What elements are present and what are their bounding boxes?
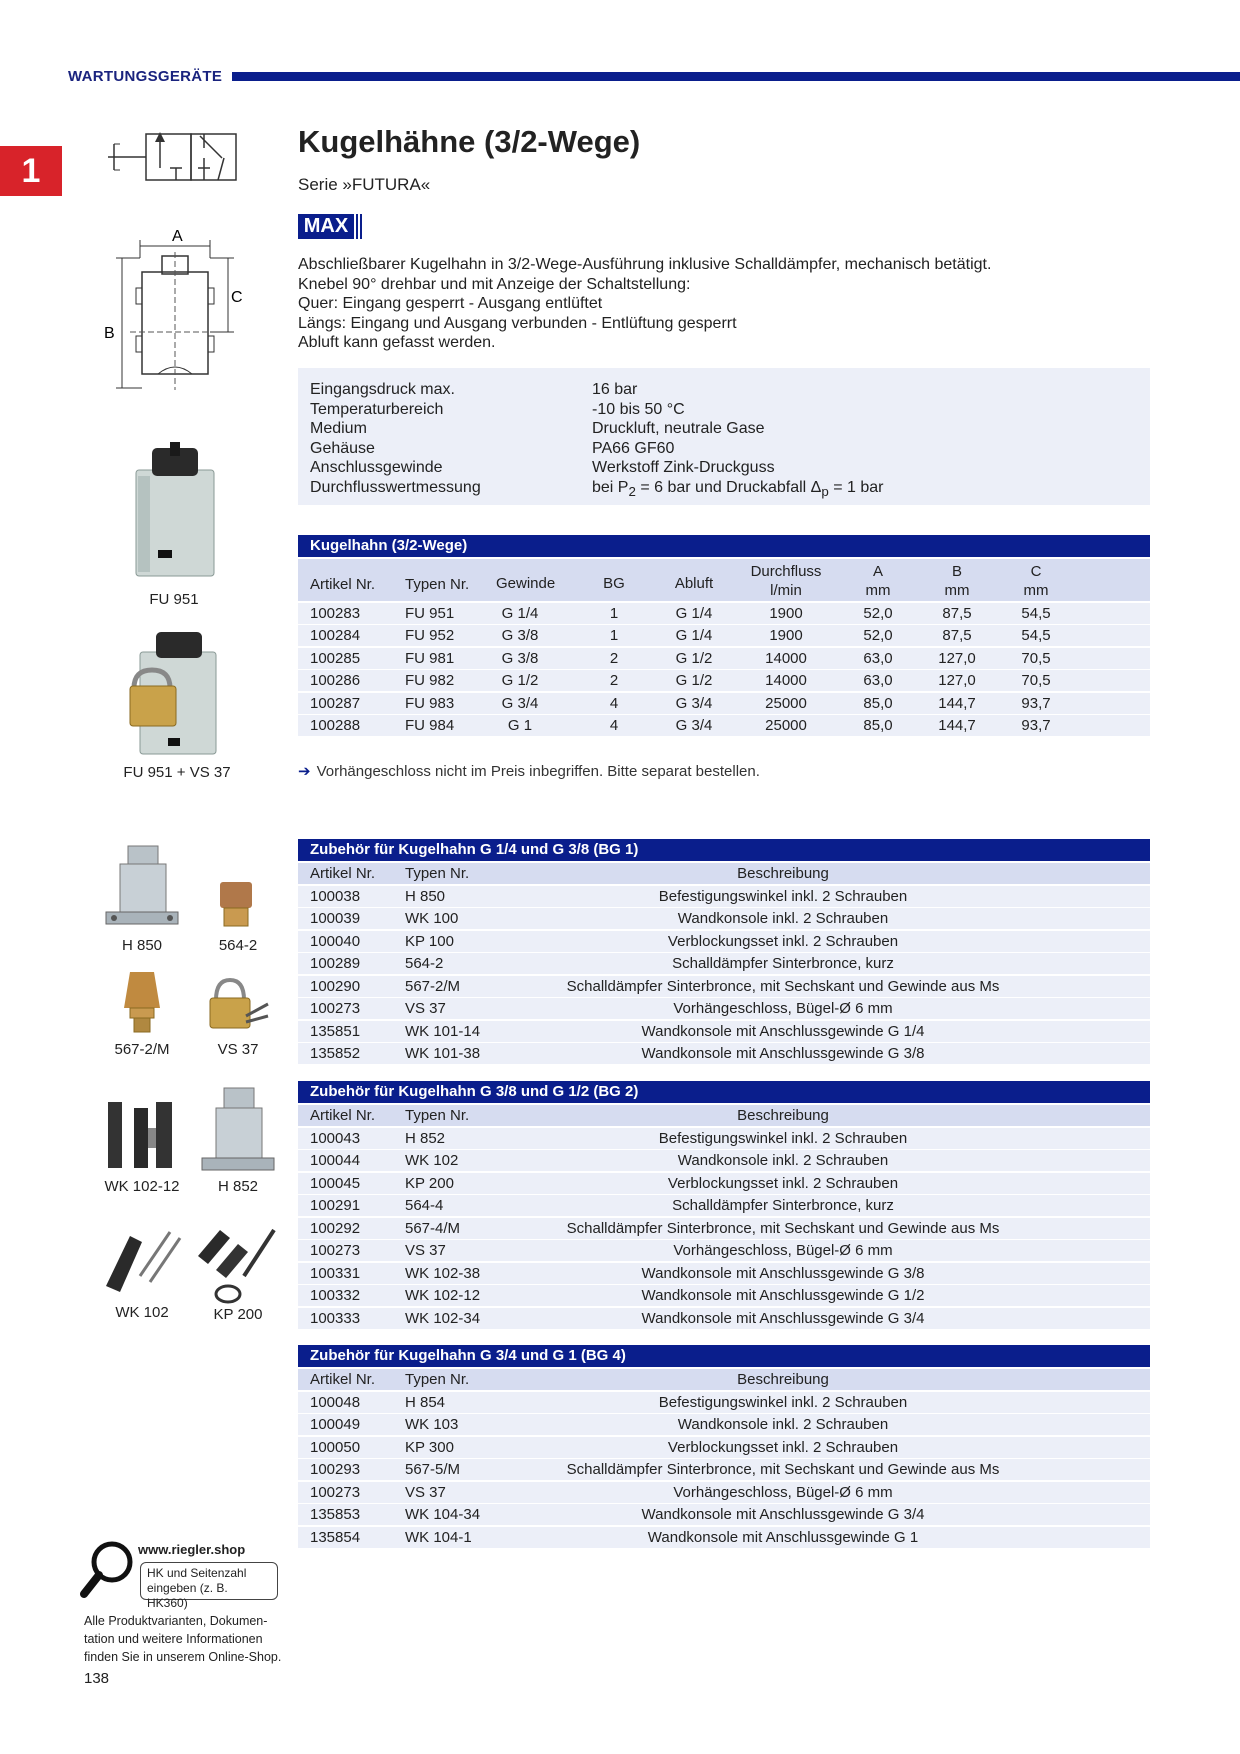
desc-line: Abluft kann gefasst werden. xyxy=(298,334,496,351)
table-row xyxy=(298,1308,1150,1329)
table-row xyxy=(298,953,1150,974)
header-bar xyxy=(232,72,1240,81)
dim-label-c: C xyxy=(231,289,243,306)
table-cell: 100333 xyxy=(310,1309,361,1327)
table-cell: 52,0 xyxy=(863,627,893,645)
table-cell: 54,5 xyxy=(1021,605,1051,622)
table-cell: Schalldämpfer Sinterbronce, mit Sechskant und Gewinde aus Ms xyxy=(566,977,1000,995)
table-cell: Wandkonsole mit Anschlussgewinde G 3/8 xyxy=(641,1045,925,1062)
table-cell: 100290 xyxy=(310,977,361,995)
caption-h850: H 850 xyxy=(121,937,163,954)
table-cell: 100044 xyxy=(310,1152,361,1169)
table-cell: 100048 xyxy=(310,1393,361,1411)
valve-symbol-icon xyxy=(108,128,240,190)
table-row xyxy=(298,886,1150,907)
table-cell: 100049 xyxy=(310,1416,361,1433)
table-row xyxy=(298,1021,1150,1042)
table-cell: Vorhängeschloss, Bügel-Ø 6 mm xyxy=(673,1242,893,1259)
table-row xyxy=(298,1437,1150,1458)
max-badge: MAX xyxy=(298,214,354,239)
table-cell: 127,0 xyxy=(938,672,976,690)
main-table-title: Kugelhahn (3/2-Wege) xyxy=(298,535,1150,557)
table-cell: 135854 xyxy=(310,1528,361,1546)
caption-fu951: FU 951 xyxy=(149,591,199,608)
table-cell: 100283 xyxy=(310,605,361,622)
table-cell: 25000 xyxy=(765,694,807,712)
spec-box xyxy=(298,368,1150,505)
table-cell: WK 102-38 xyxy=(405,1264,481,1282)
dim-label-a: A xyxy=(172,228,183,245)
table-cell: 2 xyxy=(609,649,619,667)
table-cell: 564-2 xyxy=(405,955,444,972)
table-cell: 135853 xyxy=(310,1506,361,1523)
table-cell: Wandkonsole inkl. 2 Schrauben xyxy=(677,1152,889,1169)
table-cell: 135852 xyxy=(310,1045,361,1062)
wk102-photo xyxy=(100,1226,186,1296)
table-cell: KP 300 xyxy=(405,1438,454,1456)
table-cell: 144,7 xyxy=(938,694,976,712)
table-cell: 567-2/M xyxy=(405,977,461,995)
table-row xyxy=(298,931,1150,952)
kp200-photo xyxy=(194,1226,280,1306)
table-cell: G 3/8 xyxy=(501,649,539,667)
page-title: Kugelhähne (3/2-Wege) xyxy=(298,124,641,159)
table-cell: 100285 xyxy=(310,649,361,667)
table-cell: G 3/8 xyxy=(501,627,539,645)
table-cell: Wandkonsole mit Anschlussgewinde G 1 xyxy=(647,1528,919,1546)
spec-row: Anschlussgewinde Werkstoff Zink-Druckguss xyxy=(310,459,775,476)
chapter-tab: 1 xyxy=(0,146,62,196)
spec-row: Durchflusswertmessung bei $P_2 = 6$ bar und Druckabfall $\Delta_p = 1$ bar xyxy=(310,478,884,499)
table-cell: 4 xyxy=(609,717,619,734)
caption-567-2m: 567-2/M xyxy=(114,1041,170,1058)
table-cell: 93,7 xyxy=(1021,717,1051,734)
caption-564-2: 564-2 xyxy=(218,937,258,954)
table-cell: WK 104-1 xyxy=(405,1528,472,1546)
spec-row: Medium Druckluft, neutrale Gase xyxy=(310,420,765,437)
table-cell: Schalldämpfer Sinterbronce, kurz xyxy=(672,955,894,972)
shop-url[interactable]: www.riegler.shop xyxy=(138,1542,246,1557)
table-cell: 100050 xyxy=(310,1438,361,1456)
table-row xyxy=(298,1527,1150,1548)
arrow-right-icon: ➔ xyxy=(298,763,311,780)
table-cell: FU 982 xyxy=(405,672,455,690)
table-cell: 100293 xyxy=(310,1461,361,1478)
table-cell: G 1/2 xyxy=(675,672,713,690)
table-cell: 100286 xyxy=(310,672,361,690)
table-cell: 63,0 xyxy=(863,649,893,667)
table-cell: Vorhängeschloss, Bügel-Ø 6 mm xyxy=(673,1483,893,1501)
table-cell: 567-4/M xyxy=(405,1219,461,1237)
table-cell: 567-5/M xyxy=(405,1461,461,1478)
table-cell: FU 951 xyxy=(405,605,455,622)
table-cell: 1900 xyxy=(769,605,803,622)
table-cell: G 1 xyxy=(507,717,533,734)
table-cell: Wandkonsole mit Anschlussgewinde G 1/2 xyxy=(641,1287,925,1304)
table-cell: FU 984 xyxy=(405,717,455,734)
table-cell: 85,0 xyxy=(863,694,893,712)
table-cell: 100289 xyxy=(310,955,361,972)
table-cell: 2 xyxy=(609,672,619,690)
table-cell: G 1/2 xyxy=(501,672,539,690)
table-cell: 564-4 xyxy=(405,1197,444,1214)
desc-line: Abschließbarer Kugelhahn in 3/2-Wege-Ausführung inklusive Schalldämpfer, mechanisch betätigt. xyxy=(298,256,992,273)
table-row xyxy=(298,1285,1150,1306)
caption-vs37: VS 37 xyxy=(217,1041,259,1058)
table-cell: 70,5 xyxy=(1021,649,1051,667)
spec-row: Gehäuse PA66 GF60 xyxy=(310,439,675,457)
table-cell: H 852 xyxy=(405,1129,446,1147)
desc-line: Längs: Eingang und Ausgang verbunden - Entlüftung gesperrt xyxy=(298,314,737,332)
table-cell: 54,5 xyxy=(1021,627,1051,645)
table-cell: 144,7 xyxy=(938,717,976,734)
accessory-table-title: Zubehör für Kugelhahn G 3/8 und G 1/2 (BG 2) xyxy=(298,1081,1150,1103)
table-row xyxy=(298,603,1150,624)
table-cell: WK 104-34 xyxy=(405,1506,481,1523)
table-cell: 100040 xyxy=(310,932,361,950)
table-cell: Wandkonsole inkl. 2 Schrauben xyxy=(677,910,889,927)
table-cell: Vorhängeschloss, Bügel-Ø 6 mm xyxy=(673,1000,893,1017)
accessory-table-header: Artikel Nr. Typen Nr. Beschreibung xyxy=(298,863,1150,884)
table-cell: VS 37 xyxy=(405,1483,446,1501)
table-cell: Schalldämpfer Sinterbronce, mit Sechskant und Gewinde aus Ms xyxy=(566,1461,1000,1478)
page-number: 138 xyxy=(84,1670,110,1687)
table-cell: 100039 xyxy=(310,910,361,927)
table-cell: 100038 xyxy=(310,887,361,905)
table-cell: 127,0 xyxy=(938,649,976,667)
shop-info-text: Alle Produktvarianten, Dokumen- tation und weitere Informationen finden Sie in unserem Online-Shop. xyxy=(84,1614,282,1664)
table-cell: 14000 xyxy=(765,649,807,667)
h850-photo xyxy=(104,844,180,930)
table-cell: 100291 xyxy=(310,1197,361,1214)
section-label: WARTUNGSGERÄTE xyxy=(68,68,223,85)
table-cell: G 1/2 xyxy=(675,649,713,667)
silencer-567-2m-photo xyxy=(120,970,164,1036)
table-row xyxy=(298,976,1150,997)
max-badge-lines xyxy=(356,214,364,239)
table-row xyxy=(298,1043,1150,1064)
caption-wk102-12: WK 102-12 xyxy=(104,1178,180,1195)
product-description xyxy=(298,255,1058,353)
table-cell: 100287 xyxy=(310,694,361,712)
shop-hint-box: HK und Seitenzahl eingeben (z. B. HK360) xyxy=(140,1562,278,1600)
table-cell: WK 100 xyxy=(405,910,459,927)
spec-row: Eingangsdruck max. 16 bar xyxy=(310,381,638,398)
table-cell: 135851 xyxy=(310,1022,361,1040)
table-row xyxy=(298,715,1150,736)
table-cell: Wandkonsole inkl. 2 Schrauben xyxy=(677,1416,889,1433)
table-row xyxy=(298,1414,1150,1435)
caption-fu951-vs37: FU 951 + VS 37 xyxy=(123,764,231,781)
table-row xyxy=(298,1150,1150,1171)
table-cell: WK 101-38 xyxy=(405,1045,481,1062)
fu951-photo xyxy=(130,440,220,580)
table-cell: 70,5 xyxy=(1021,672,1051,690)
table-cell: 100273 xyxy=(310,1242,361,1259)
fu951-vs37-photo xyxy=(126,628,226,758)
table-cell: Schalldämpfer Sinterbronce, mit Sechskant und Gewinde aus Ms xyxy=(566,1219,1000,1237)
table-cell: 1 xyxy=(609,627,619,645)
table-cell: Befestigungswinkel inkl. 2 Schrauben xyxy=(658,887,908,905)
table-row xyxy=(298,1128,1150,1149)
desc-line: Knebel 90° drehbar und mit Anzeige der Schaltstellung: xyxy=(298,275,691,293)
table-cell: Wandkonsole mit Anschlussgewinde G 3/4 xyxy=(641,1309,925,1327)
table-cell: 87,5 xyxy=(942,627,972,645)
accessory-table-title: Zubehör für Kugelhahn G 3/4 und G 1 (BG 4) xyxy=(298,1345,1150,1367)
table-cell: 87,5 xyxy=(942,605,972,622)
table-cell: Befestigungswinkel inkl. 2 Schrauben xyxy=(658,1129,908,1147)
padlock-vs37-photo xyxy=(206,976,272,1032)
wk102-12-photo xyxy=(104,1098,184,1174)
table-cell: G 1/4 xyxy=(675,627,713,645)
table-cell: G 3/4 xyxy=(501,694,539,712)
table-cell: 100043 xyxy=(310,1129,361,1147)
table-cell: G 3/4 xyxy=(675,694,713,712)
table-row xyxy=(298,1392,1150,1413)
table-cell: VS 37 xyxy=(405,1000,446,1017)
table-cell: 100292 xyxy=(310,1219,361,1237)
h852-photo xyxy=(200,1086,276,1176)
table-cell: 63,0 xyxy=(863,672,893,690)
silencer-564-2-photo xyxy=(216,880,256,930)
table-row xyxy=(298,998,1150,1019)
table-row xyxy=(298,625,1150,646)
caption-kp200: KP 200 xyxy=(213,1306,263,1323)
table-cell: WK 103 xyxy=(405,1416,459,1433)
table-cell: G 1/4 xyxy=(675,605,713,622)
accessory-table-title: Zubehör für Kugelhahn G 1/4 und G 3/8 (BG 1) xyxy=(298,839,1150,861)
caption-h852: H 852 xyxy=(217,1178,259,1195)
table-cell: Verblockungsset inkl. 2 Schrauben xyxy=(667,1438,899,1456)
table-cell: WK 101-14 xyxy=(405,1022,481,1040)
table-cell: 52,0 xyxy=(863,605,893,622)
dim-label-b: B xyxy=(104,325,115,342)
table-cell: VS 37 xyxy=(405,1242,446,1259)
caption-wk102: WK 102 xyxy=(115,1304,169,1321)
table-cell: 25000 xyxy=(765,717,807,734)
accessory-table-header: Artikel Nr. Typen Nr. Beschreibung xyxy=(298,1369,1150,1390)
table-row xyxy=(298,670,1150,691)
table-row xyxy=(298,1218,1150,1239)
table-row xyxy=(298,908,1150,929)
dimension-drawing xyxy=(100,228,250,398)
order-note: ➔ Vorhängeschloss nicht im Preis inbegriffen. Bitte separat bestellen. xyxy=(298,763,760,780)
table-cell: Wandkonsole mit Anschlussgewinde G 1/4 xyxy=(641,1022,925,1040)
table-cell: WK 102-34 xyxy=(405,1309,481,1327)
table-cell: FU 952 xyxy=(405,627,455,645)
table-cell: FU 983 xyxy=(405,694,455,712)
table-cell: 100273 xyxy=(310,1000,361,1017)
table-row xyxy=(298,1263,1150,1284)
table-cell: 100332 xyxy=(310,1287,361,1304)
table-cell: H 850 xyxy=(405,887,446,905)
table-cell: G 1/4 xyxy=(501,605,539,622)
table-cell: 4 xyxy=(609,694,619,712)
table-cell: 100045 xyxy=(310,1174,361,1192)
table-cell: G 3/4 xyxy=(675,717,713,734)
table-cell: 100284 xyxy=(310,627,361,645)
table-cell: Befestigungswinkel inkl. 2 Schrauben xyxy=(658,1393,908,1411)
table-row xyxy=(298,1459,1150,1480)
table-cell: Verblockungsset inkl. 2 Schrauben xyxy=(667,1174,899,1192)
table-cell: 1900 xyxy=(769,627,803,645)
table-cell: KP 200 xyxy=(405,1174,454,1192)
table-cell: 100331 xyxy=(310,1264,361,1282)
table-cell: Wandkonsole mit Anschlussgewinde G 3/8 xyxy=(641,1264,925,1282)
desc-line: Quer: Eingang gesperrt - Ausgang entlüftet xyxy=(298,295,603,312)
table-cell: WK 102-12 xyxy=(405,1287,481,1304)
table-cell: FU 981 xyxy=(405,649,455,667)
table-row xyxy=(298,693,1150,714)
table-cell: KP 100 xyxy=(405,932,454,950)
table-cell: Wandkonsole mit Anschlussgewinde G 3/4 xyxy=(641,1506,925,1523)
table-cell: Verblockungsset inkl. 2 Schrauben xyxy=(667,932,899,950)
spec-row: Temperaturbereich -10 bis 50 °C xyxy=(310,400,685,418)
table-row xyxy=(298,1482,1150,1503)
table-cell: 85,0 xyxy=(863,717,893,734)
table-cell: H 854 xyxy=(405,1393,446,1411)
table-cell: 100288 xyxy=(310,717,361,734)
magnifier-icon xyxy=(78,1536,140,1602)
table-row xyxy=(298,648,1150,669)
table-cell: WK 102 xyxy=(405,1152,459,1169)
table-row xyxy=(298,1173,1150,1194)
table-cell: 14000 xyxy=(765,672,807,690)
series-label: Serie »FUTURA« xyxy=(298,175,431,194)
table-cell: 1 xyxy=(609,605,619,622)
table-row xyxy=(298,1504,1150,1525)
table-cell: 93,7 xyxy=(1021,694,1051,712)
table-cell: Schalldämpfer Sinterbronce, kurz xyxy=(672,1197,894,1214)
table-cell: 100273 xyxy=(310,1483,361,1501)
accessory-table-header: Artikel Nr. Typen Nr. Beschreibung xyxy=(298,1105,1150,1126)
table-row xyxy=(298,1240,1150,1261)
main-table-header: Artikel Nr. Typen Nr. Gewinde BG Abluft Durchfluss l/min A mm B mm C mm xyxy=(298,559,1150,601)
table-row xyxy=(298,1195,1150,1216)
